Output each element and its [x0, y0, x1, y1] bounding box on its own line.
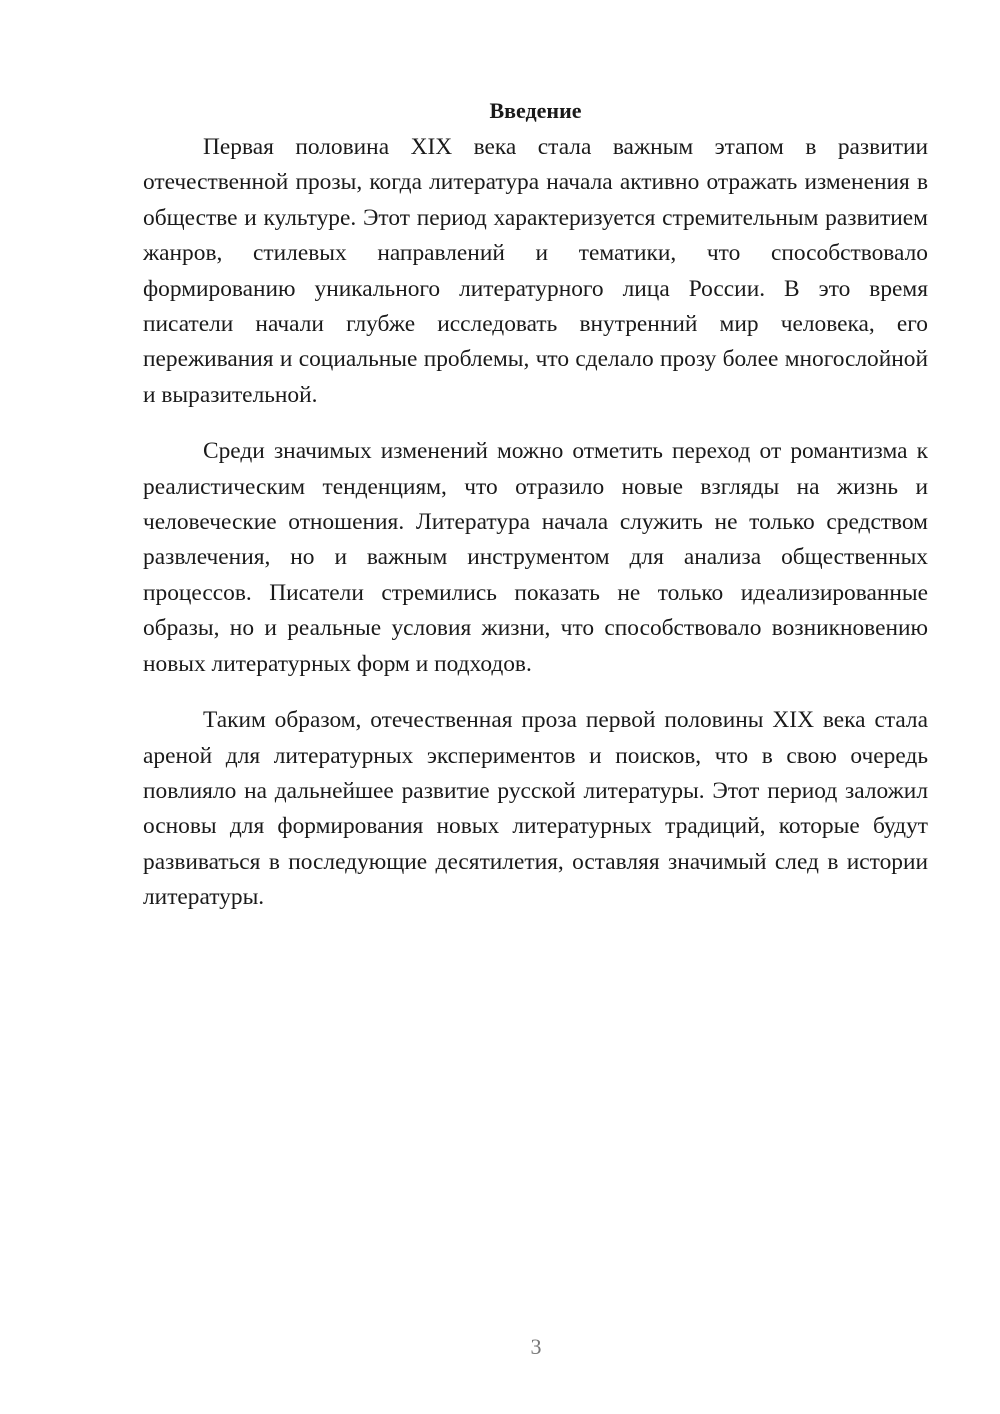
- paragraph-3: Таким образом, отечественная проза первой половины XIX века стала ареной для литературных экспериментов и поисков, что в свою очередь повлияло на дальнейшее развитие русской литературы. Этот период заложил основы для формирования новых литературных традиций, которые будут развиваться в последующие десятилетия, оставляя значимый след в истории литературы.: [143, 707, 928, 911]
- page-content: [143, 96, 928, 937]
- page-number: 3: [530, 1334, 542, 1359]
- section-title: Введение: [489, 98, 582, 123]
- paragraph-2: Среди значимых изменений можно отметить переход от романтизма к реалистическим тенденциям, что отразило новые взгляды на жизнь и человеческие отношения. Литература начала служить не только средством развлечения, но и важным инструментом для анализа общественных процессов. Писатели стремились показать не только идеализированные образы, но и реальные условия жизни, что способствовало возникновению новых литературных форм и подходов.: [143, 438, 928, 677]
- paragraph-1: Первая половина XIX века стала важным этапом в развитии отечественной прозы, когда литература начала активно отражать изменения в обществе и культуре. Этот период характеризуется стремительным развитием жанров, стилевых направлений и тематики, что способствовало формированию уникального литературного лица России. В это время писатели начали глубже исследовать внутренний мир человека, его переживания и социальные проблемы, что сделало прозу более многослойной и выразительной.: [143, 134, 928, 408]
